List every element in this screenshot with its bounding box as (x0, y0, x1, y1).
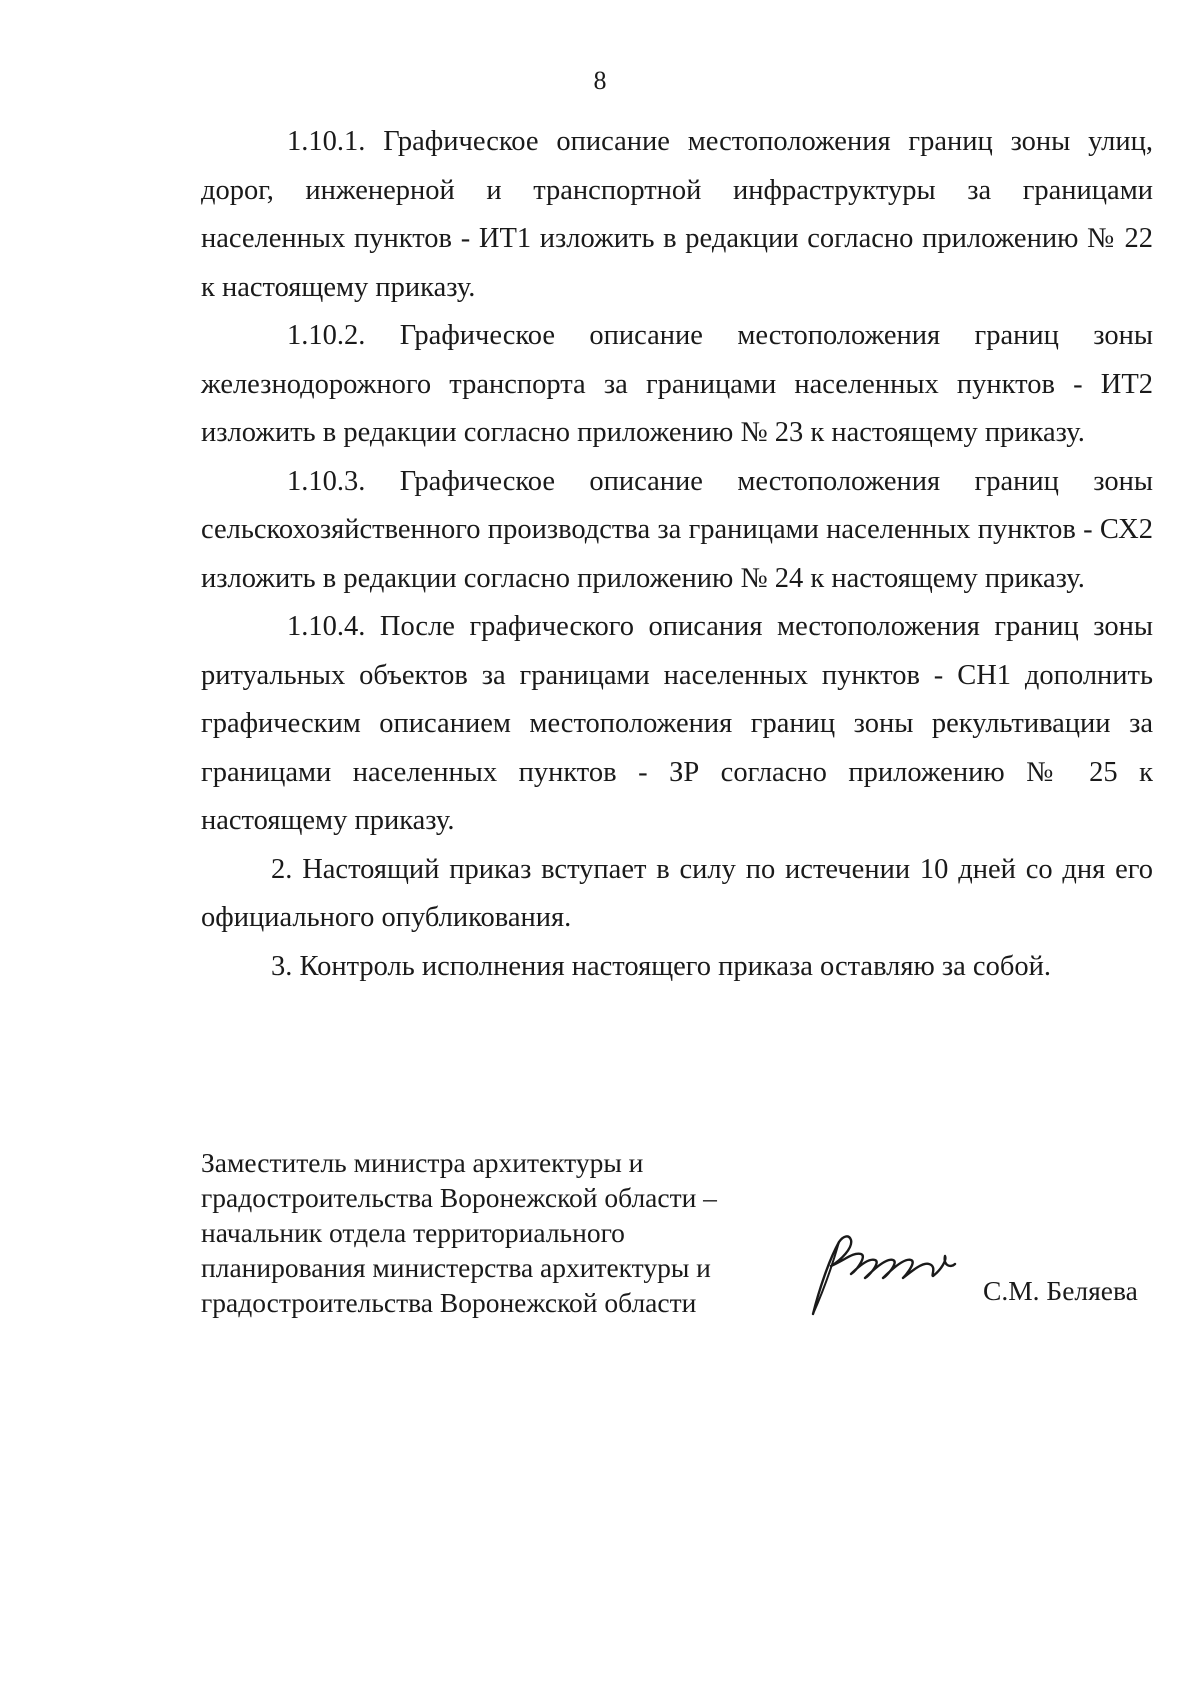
signatory-title-line: градостроительства Воронежской области (201, 1287, 697, 1318)
signatory-title (201, 1145, 761, 1320)
document-body (201, 118, 1153, 991)
signer-name: С.М. Беляева (983, 1275, 1138, 1306)
page-number: 8 (593, 66, 607, 95)
paragraph-3: 3. Контроль исполнения настоящего приказа оставляю за собой. (271, 950, 1051, 982)
paragraph-1-10-4: 1.10.4. После графического описания местоположения границ зоны ритуальных объектов за границами населенных пунктов - СН1 дополнить графическим описанием местоположения границ зоны рекультивации за границами населенных пунктов - ЗР согласно приложению № 25 к настоящему приказу. (201, 611, 1153, 836)
signatory-title-line: планирования министерства архитектуры и (201, 1252, 711, 1283)
paragraph-1-10-3: 1.10.3. Графическое описание местоположения границ зоны сельскохозяйственного производства за границами населенных пунктов - СХ2 изложить в редакции согласно приложению № 24 к настоящему приказу. (201, 465, 1153, 594)
paragraph-2: 2. Настоящий приказ вступает в силу по истечении 10 дней со дня его официального опубликования. (201, 853, 1153, 933)
paragraph-1-10-2: 1.10.2. Графическое описание местоположения границ зоны железнодорожного транспорта за границами населенных пунктов - ИТ2 изложить в редакции согласно приложению № 23 к настоящему приказу. (201, 320, 1153, 448)
paragraph-1-10-1: 1.10.1. Графическое описание местоположения границ зоны улиц, дорог, инженерной и транспортной инфраструктуры за границами населенных пунктов - ИТ1 изложить в редакции согласно приложению № 22 к настоящему приказу. (201, 126, 1153, 303)
handwritten-signature (795, 1230, 985, 1320)
signatory-title-line: начальник отдела территориального (201, 1217, 625, 1248)
signatory-title-line: Заместитель министра архитектуры и (201, 1147, 644, 1178)
signatory-title-line: градостроительства Воронежской области – (201, 1182, 717, 1213)
